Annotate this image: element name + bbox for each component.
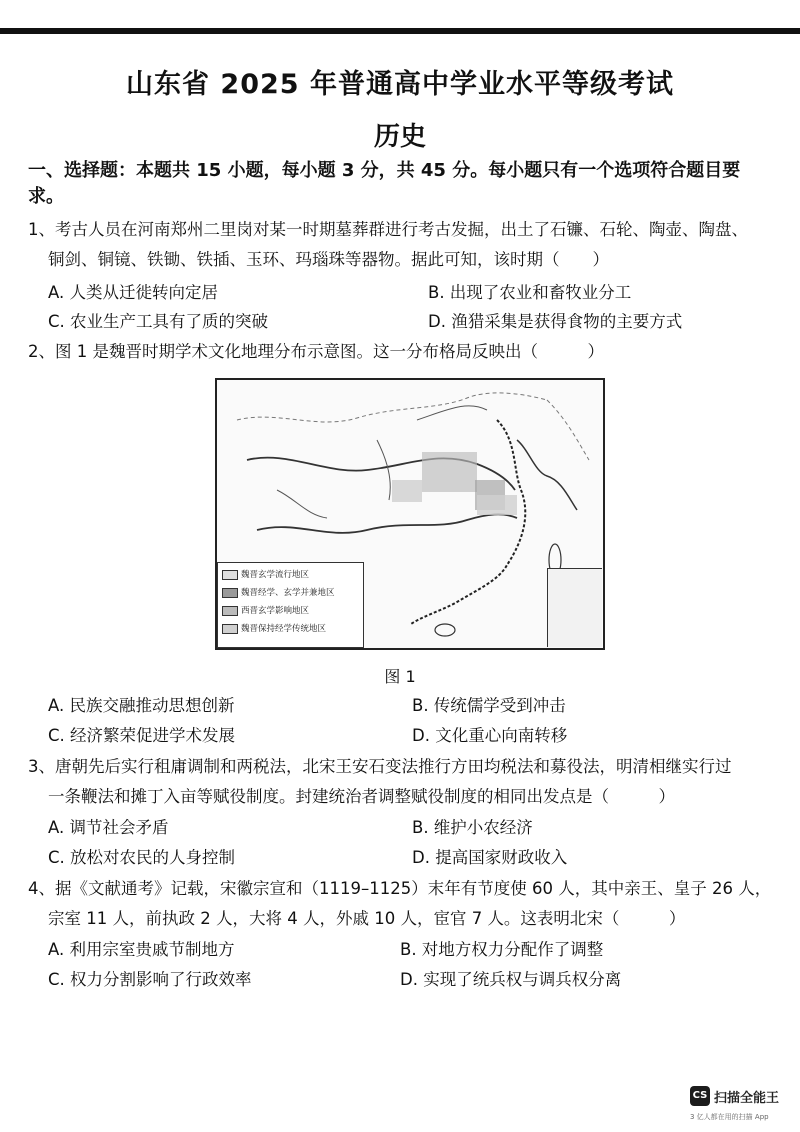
section-heading-line-1: 一、选择题：本题共 15 小题，每小题 3 分，共 45 分。每小题只有一个选项符合题目要 <box>28 160 741 181</box>
q2-option-c: C. 经济繁荣促进学术发展 <box>48 726 236 745</box>
q2-option-b: B. 传统儒学受到冲击 <box>412 696 566 715</box>
figure-caption: 图 1 <box>384 667 416 686</box>
scanner-watermark <box>690 1086 800 1132</box>
legend-item-1: 魏晋玄学流行地区 <box>222 567 309 583</box>
q1-stem-line-2: 铜剑、铜镜、铁锄、铁插、玉环、玛瑙珠等器物。据此可知，该时期（ ） <box>48 250 609 269</box>
section-heading-line-2: 求。 <box>28 186 64 207</box>
subject-title: 历史 <box>373 122 426 152</box>
q3-stem-line-2: 一条鞭法和摊丁入亩等赋役制度。封建统治者调整赋役制度的相同出发点是（ ） <box>48 787 675 806</box>
map-inset-south-china-sea <box>547 568 602 647</box>
legend-item-2: 魏晋经学、玄学并兼地区 <box>222 585 335 601</box>
q1-option-a: A. 人类从迁徙转向定居 <box>48 283 218 302</box>
figure-1-map <box>215 378 605 650</box>
q4-stem-line-1: 4、据《文献通考》记载，宋徽宗宣和（1119–1125）末年有节度使 60 人，其中亲王、皇子 26 人， <box>28 879 772 898</box>
legend-item-3: 西晋玄学影响地区 <box>222 603 309 619</box>
q4-option-c: C. 权力分割影响了行政效率 <box>48 970 252 989</box>
q2-stem-line-1: 2、图 1 是魏晋时期学术文化地理分布示意图。这一分布格局反映出（ ） <box>28 342 604 361</box>
legend-item-4: 魏晋保持经学传统地区 <box>222 621 326 637</box>
q4-option-b: B. 对地方权力分配作了调整 <box>400 940 604 959</box>
q3-option-c: C. 放松对农民的人身控制 <box>48 848 236 867</box>
q1-option-c: C. 农业生产工具有了质的突破 <box>48 312 269 331</box>
q4-stem-line-2: 宗室 11 人，前执政 2 人，大将 4 人，外戚 10 人，宦官 7 人。这表明北宋（ ） <box>48 909 686 928</box>
exam-title: 山东省 2025 年普通高中学业水平等级考试 <box>126 69 674 100</box>
section-heading <box>28 158 778 210</box>
watermark-app-name: 扫描全能王 <box>714 1091 780 1106</box>
watermark-tagline: 3 亿人都在用的扫描 App <box>690 1113 769 1121</box>
q1-option-d: D. 渔猎采集是获得食物的主要方式 <box>428 312 683 331</box>
q3-option-a: A. 调节社会矛盾 <box>48 818 169 837</box>
q2-option-a: A. 民族交融推动思想创新 <box>48 696 235 715</box>
top-rule <box>0 28 800 34</box>
q4-option-a: A. 利用宗室贵戚节制地方 <box>48 940 235 959</box>
q3-option-b: B. 维护小农经济 <box>412 818 533 837</box>
map-legend <box>217 562 364 648</box>
q1-stem-line-1: 1、考古人员在河南郑州二里岗对某一时期墓葬群进行考古发掘，出土了石镰、石轮、陶壶、陶盘、 <box>28 220 748 239</box>
q3-stem-line-1: 3、唐朝先后实行租庸调制和两税法，北宋王安石变法推行方田均税法和募役法，明清相继实行过 <box>28 757 732 776</box>
q4-option-d: D. 实现了统兵权与调兵权分离 <box>400 970 622 989</box>
q1-option-b: B. 出现了农业和畜牧业分工 <box>428 283 632 302</box>
q3-option-d: D. 提高国家财政收入 <box>412 848 568 867</box>
camscanner-logo-icon: CS <box>690 1086 710 1106</box>
q2-option-d: D. 文化重心向南转移 <box>412 726 568 745</box>
